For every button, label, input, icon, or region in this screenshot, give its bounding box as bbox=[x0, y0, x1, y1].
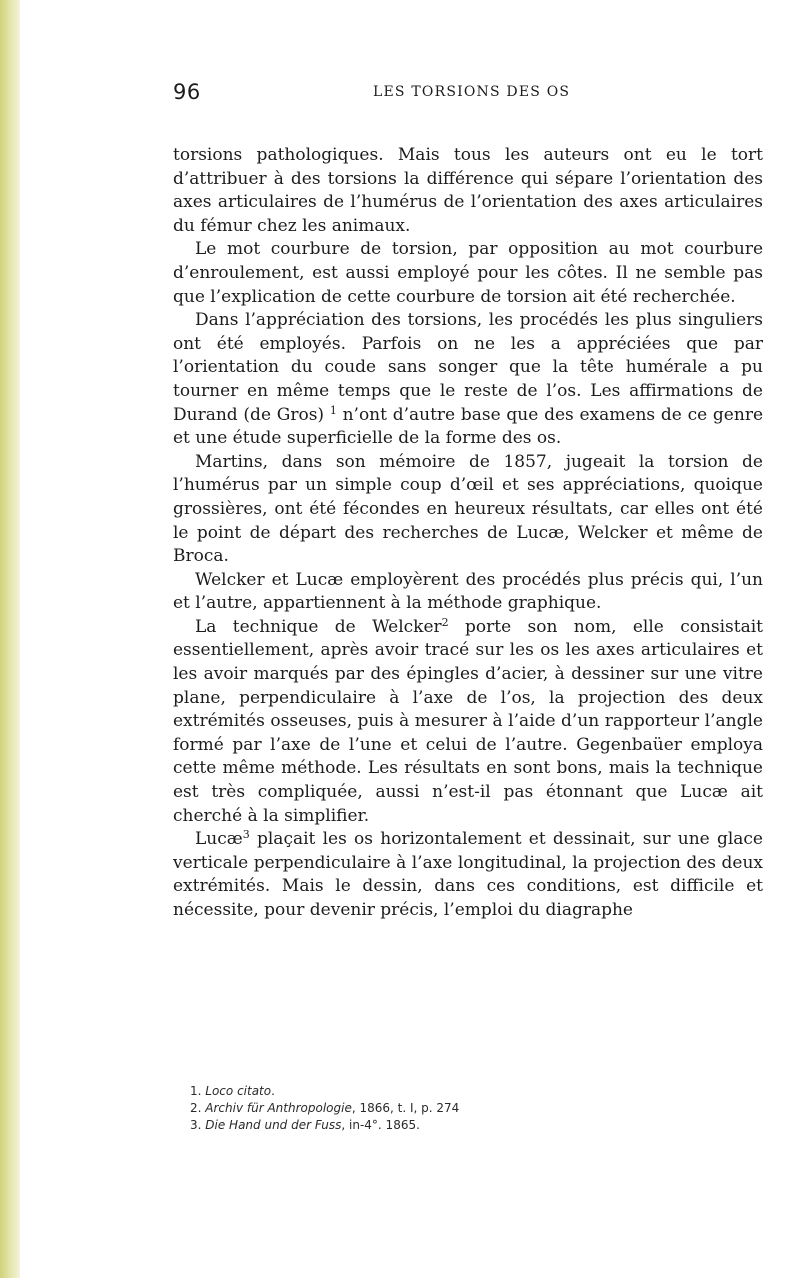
paragraph: Le mot courbure de torsion, par opposition au mot courbure d’enroulement, est aussi employé pour les côtes. Il ne semble pas que l’explication de cette courbure de torsion ait été recherchée. bbox=[173, 239, 763, 307]
body-text bbox=[173, 144, 763, 923]
footnote bbox=[190, 1083, 750, 1100]
footnote-rest: , 1866, t. I, p. 274 bbox=[351, 1101, 460, 1115]
footnote-title: Loco citato bbox=[205, 1084, 272, 1098]
footnote-ref: 1 bbox=[329, 403, 337, 417]
page-number: 96 bbox=[173, 80, 201, 104]
footnote-ref: 2 bbox=[441, 615, 449, 629]
paragraph-text: n’ont d’autre base que des examens de ce genre et une étude superficielle de la forme des os. bbox=[173, 404, 764, 449]
paragraph bbox=[173, 616, 763, 828]
paragraph bbox=[173, 309, 763, 451]
running-head bbox=[173, 80, 763, 114]
paragraph-text: porte son nom, elle consistait essentiellement, après avoir tracé sur les os les axes articulaires et les avoir marqués par des épingles d’acier, à dessiner sur une vitre plane, perpendiculaire à l’axe de l’os, la projection des deux extrémités osseuses, puis à mesurer à l’aide d’un rapporteur l’angle formé par l’axe de l’une et celui de l’autre. Gegenbaüer employa cette même méthode. Les résultats en sont bons, mais la technique est très compliquée, aussi n’est-il pas étonnant que Lucæ ait cherché à la simplifier. bbox=[173, 616, 764, 826]
footnote-ref: 3 bbox=[242, 828, 250, 842]
paragraph: Welcker et Lucæ employèrent des procédés plus précis qui, l’un et l’autre, appartiennent à la méthode graphique. bbox=[173, 569, 763, 614]
footnote-rest: . bbox=[271, 1084, 275, 1098]
footnote-number: 2. bbox=[190, 1101, 202, 1115]
paragraph: torsions pathologiques. Mais tous les auteurs ont eu le tort d’attribuer à des torsions la différence qui sépare l’orientation des axes articulaires de l’humérus de l’orientation des axes articulaires du fémur chez les animaux. bbox=[173, 145, 763, 236]
footnote bbox=[190, 1117, 750, 1134]
paragraph-text: plaçait les os horizontalement et dessinait, sur une glace verticale perpendiculaire à l’axe longitudinal, la projection des deux extrémités. Mais le dessin, dans ces conditions, est difficile et nécessite, pour devenir précis, l’emploi du diagraphe bbox=[173, 829, 763, 920]
footnote bbox=[190, 1100, 750, 1117]
paragraph-text: Lucæ bbox=[195, 829, 243, 850]
paragraph bbox=[173, 828, 763, 922]
footnotes bbox=[190, 1083, 750, 1134]
footnote-number: 1. bbox=[190, 1084, 202, 1098]
paragraph-text: Dans l’appréciation des torsions, les procédés les plus singuliers ont été employés. Parfois on ne les a appréciées que par l’orientation du coude sans songer que la tête humérale a pu tourner en même temps que le reste de l’os. Les affirmations de Durand (de Gros) bbox=[173, 310, 763, 425]
paragraph: Martins, dans son mémoire de 1857, jugeait la torsion de l’humérus par un simple coup d’œil et ses appréciations, quoique grossières, ont été fécondes en heureux résultats, car elles ont été le point de départ des recherches de Lucæ, Welcker et même de Broca. bbox=[173, 451, 763, 567]
running-title: LES TORSIONS DES OS bbox=[373, 84, 571, 100]
footnote-title: Die Hand und der Fuss bbox=[205, 1118, 342, 1132]
footnote-number: 3. bbox=[190, 1118, 202, 1132]
paragraph-text: La technique de Welcker bbox=[195, 616, 442, 637]
footnote-title: Archiv für Anthropologie bbox=[205, 1101, 352, 1115]
footnote-rest: , in-4°. 1865. bbox=[341, 1118, 420, 1132]
